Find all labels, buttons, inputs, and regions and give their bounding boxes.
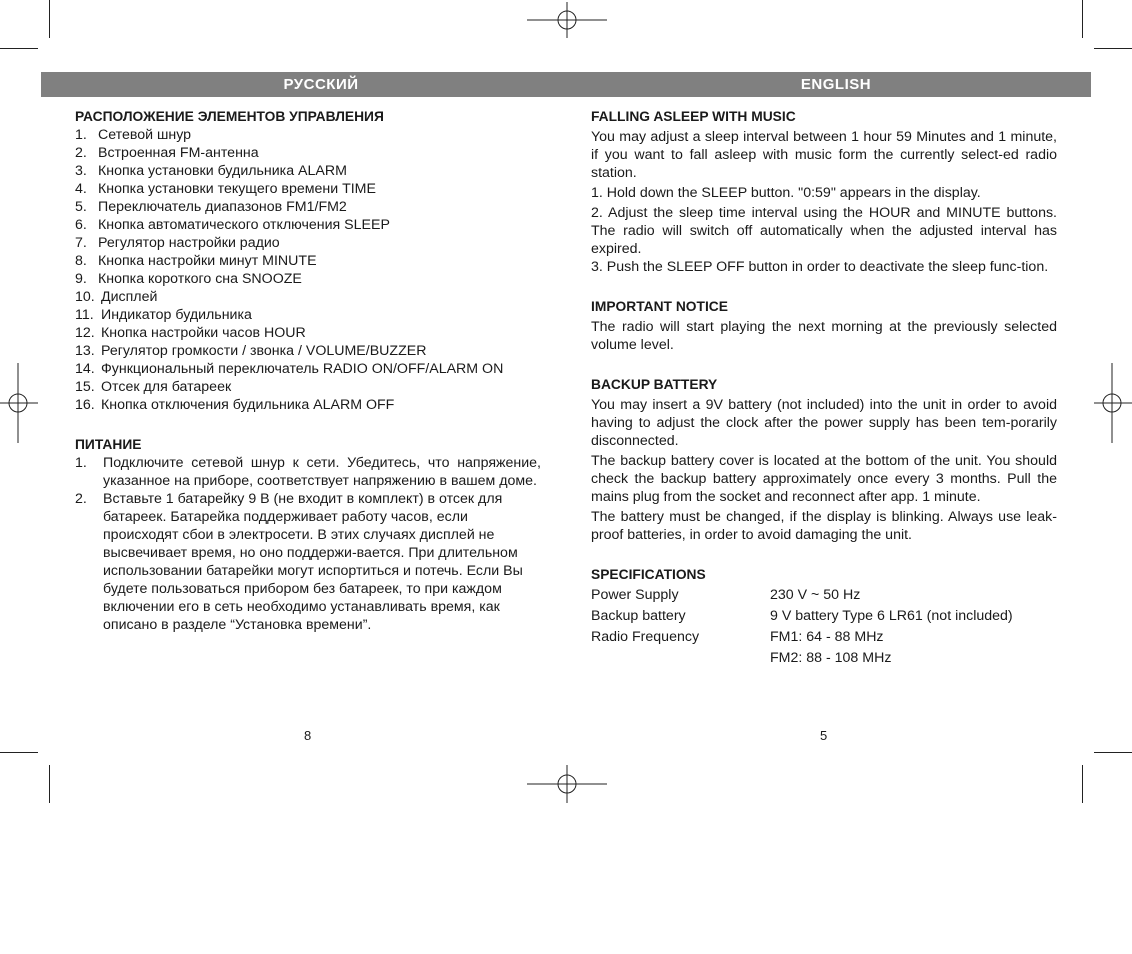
registration-mark-icon	[1094, 363, 1132, 443]
battery-paragraph: The backup battery cover is located at the bottom of the unit. You should check the backup battery approximately once every 3 months. Pull the mains plug from the socket and reconnect after app. 1 minute.	[591, 453, 1057, 505]
notice-heading: IMPORTANT NOTICE	[591, 299, 728, 314]
power-heading: ПИТАНИЕ	[75, 437, 142, 452]
battery-paragraph: The battery must be changed, if the display is blinking. Always use leak-proof batteries, in order to avoid damaging the unit.	[591, 509, 1057, 543]
crop-mark	[1082, 765, 1083, 803]
sleep-intro: You may adjust a sleep interval between 1 hour 59 Minutes and 1 minute, if you want to fall asleep with music form the currently select-ed radio station.	[591, 129, 1057, 181]
table-row: Power Supply 230 V ~ 50 Hz	[591, 587, 861, 603]
list-item: 9. Кнопка короткого сна SNOOZE	[75, 271, 302, 287]
list-item: 2. Встроенная FM-антенна	[75, 145, 259, 161]
list-item: 7. Регулятор настройки радио	[75, 235, 280, 251]
language-label-russian: РУССКИЙ	[283, 76, 359, 93]
list-item: 14. Функциональный переключатель RADIO ON/OFF/ALARM ON	[75, 361, 504, 377]
page-number-right: 5	[820, 728, 828, 743]
sleep-step: 1. Hold down the SLEEP button. "0:59" appears in the display.	[591, 185, 981, 201]
list-item: 13. Регулятор громкости / звонка / VOLUME/BUZZER	[75, 343, 427, 359]
list-item: 4. Кнопка установки текущего времени TIME	[75, 181, 376, 197]
list-item: 6. Кнопка автоматического отключения SLEEP	[75, 217, 390, 233]
list-item: 16. Кнопка отключения будильника ALARM OFF	[75, 397, 395, 413]
table-row: Radio Frequency FM1: 64 - 88 MHz	[591, 629, 884, 645]
crop-mark	[1094, 752, 1132, 753]
crop-mark	[49, 765, 50, 803]
specs-heading: SPECIFICATIONS	[591, 567, 706, 582]
list-item: 11. Индикатор будильника	[75, 307, 252, 323]
list-item: 5. Переключатель диапазонов FM1/FM2	[75, 199, 347, 215]
language-header-bar	[41, 72, 1091, 97]
sleep-heading: FALLING ASLEEP WITH MUSIC	[591, 109, 796, 124]
list-item: 12. Кнопка настройки часов HOUR	[75, 325, 306, 341]
table-row: Backup battery 9 V battery Type 6 LR61 (not included)	[591, 608, 1013, 624]
page-number-left: 8	[304, 728, 312, 743]
list-item: 2. Вставьте 1 батарейку 9 В (не входит в комплект) в отсек для батареек. Батарейка поддерживает работу часов, если происходят сбои в электросети. В этих случаях дисплей не высвечивает время, но оно поддержи-вается. При длительном использовании батарейки могут испортиться и потечь. Если Вы будете пользоваться прибором без батареек, то при каждом включении его в сеть необходимо устанавливать время, как описано в разделе “Установка времени”.	[75, 491, 523, 633]
sleep-step: 2. Adjust the sleep time interval using the HOUR and MINUTE buttons. The radio will switch off automatically when the adjusted interval has expired.	[591, 205, 1057, 257]
registration-mark-icon	[527, 2, 607, 38]
sleep-step: 3. Push the SLEEP OFF button in order to deactivate the sleep func-tion.	[591, 259, 1049, 275]
english-column	[591, 108, 1057, 667]
list-item: 15. Отсек для батареек	[75, 379, 232, 395]
notice-text: The radio will start playing the next morning at the previously selected volume level.	[591, 319, 1057, 353]
battery-heading: BACKUP BATTERY	[591, 377, 718, 392]
list-item: 1. Подключите сетевой шнур к сети. Убедитесь, что напряжение, указанное на приборе, соответствует напряжению в вашем доме.	[75, 455, 541, 489]
battery-paragraph: You may insert a 9V battery (not included) into the unit in order to avoid having to adjust the clock after the power supply has been tem-porarily disconnected.	[591, 397, 1057, 449]
crop-mark	[0, 752, 38, 753]
crop-mark	[1082, 0, 1083, 38]
power-list	[75, 454, 541, 634]
registration-mark-icon	[0, 363, 38, 443]
russian-column	[75, 108, 541, 634]
table-row: FM2: 88 - 108 MHz	[770, 650, 892, 666]
crop-mark	[1094, 48, 1132, 49]
list-item: 3. Кнопка установки будильника ALARM	[75, 163, 347, 179]
crop-mark	[49, 0, 50, 38]
list-item: 1. Сетевой шнур	[75, 127, 192, 143]
registration-mark-icon	[527, 765, 607, 803]
controls-heading: РАСПОЛОЖЕНИЕ ЭЛЕМЕНТОВ УПРАВЛЕНИЯ	[75, 109, 384, 124]
specs-table	[591, 586, 1057, 667]
controls-list	[75, 126, 541, 414]
list-item: 10. Дисплей	[75, 289, 158, 305]
language-label-english: ENGLISH	[800, 76, 872, 93]
crop-mark	[0, 48, 38, 49]
list-item: 8. Кнопка настройки минут MINUTE	[75, 253, 317, 269]
